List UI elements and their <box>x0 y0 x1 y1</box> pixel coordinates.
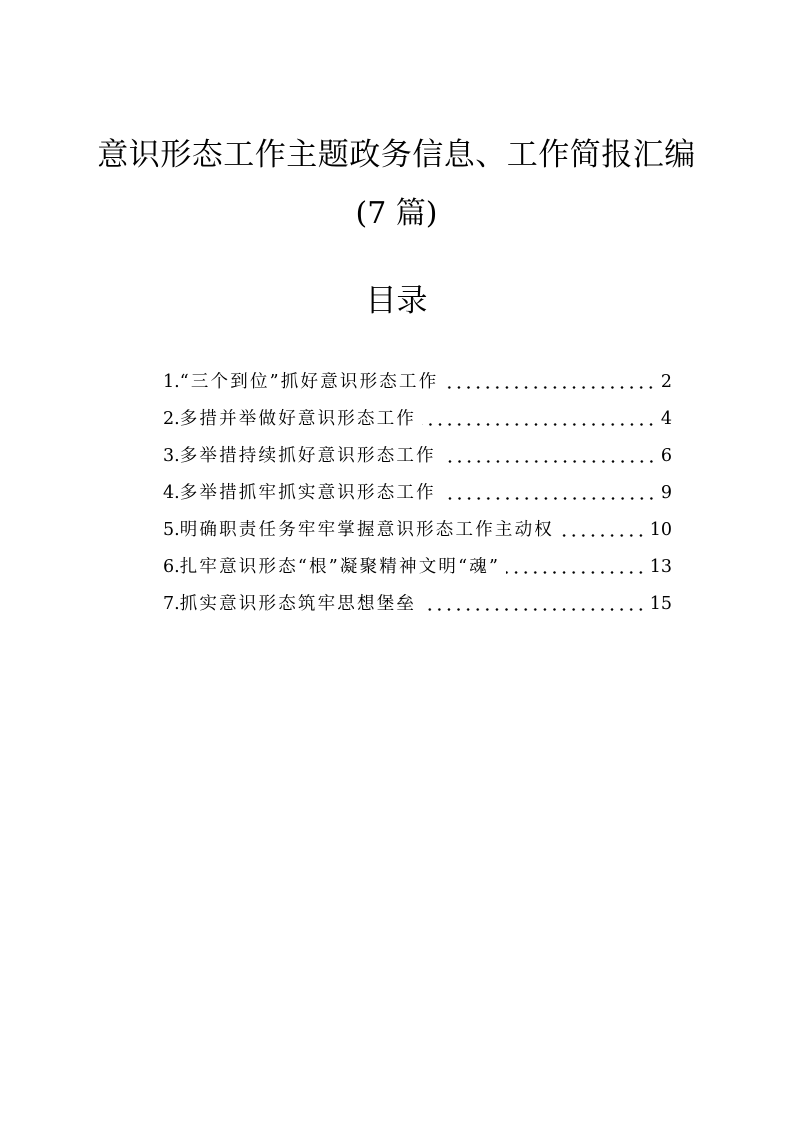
toc-entry-6[interactable] <box>163 549 672 586</box>
toc-dot-leader <box>422 410 656 430</box>
toc-heading: 目录 <box>365 283 428 319</box>
toc-dot-leader <box>442 484 656 504</box>
toc-entry-page-number: 2 <box>660 372 672 392</box>
toc-entry-7[interactable] <box>163 586 672 623</box>
toc-entry-page-number: 6 <box>660 446 672 466</box>
toc-dot-leader <box>442 447 656 467</box>
toc-entry-3[interactable] <box>163 438 672 475</box>
toc-entry-page-number: 13 <box>649 557 672 577</box>
toc-dot-leader <box>506 558 646 578</box>
toc-dot-leader <box>422 595 646 615</box>
toc-entry-number: 1. <box>163 372 180 392</box>
toc-entry-number: 3. <box>163 446 180 466</box>
toc-entry-4[interactable] <box>163 475 672 512</box>
toc-entry-2[interactable] <box>163 401 672 438</box>
toc-entry-title: 明确职责任务牢牢掌握意识形态工作主动权 <box>179 520 555 540</box>
table-of-contents <box>163 364 672 623</box>
toc-entry-page-number: 10 <box>649 520 672 540</box>
toc-dot-leader <box>444 373 656 393</box>
toc-entry-title: 抓实意识形态筑牢思想堡垒 <box>179 594 417 614</box>
toc-entry-page-number: 9 <box>660 483 672 503</box>
toc-entry-page-number: 4 <box>660 409 672 429</box>
toc-entry-number: 4. <box>163 483 180 503</box>
toc-entry-number: 7. <box>163 594 180 614</box>
toc-entry-page-number: 15 <box>649 594 672 614</box>
toc-entry-title: “三个到位”抓好意识形态工作 <box>179 372 439 392</box>
toc-entry-number: 2. <box>163 409 180 429</box>
toc-dot-leader <box>560 521 646 541</box>
toc-entry-number: 6. <box>163 557 180 577</box>
document-subtitle: (7 篇) <box>355 196 438 231</box>
toc-entry-title: 多措并举做好意识形态工作 <box>179 409 417 429</box>
toc-entry-number: 5. <box>163 520 180 540</box>
toc-entry-title: 扎牢意识形态“根”凝聚精神文明“魂” <box>179 557 501 577</box>
toc-entry-1[interactable] <box>163 364 672 401</box>
toc-entry-title: 多举措抓牢抓实意识形态工作 <box>179 483 436 503</box>
document-title: 意识形态工作主题政务信息、工作简报汇编 <box>97 137 696 173</box>
toc-entry-5[interactable] <box>163 512 672 549</box>
toc-entry-title: 多举措持续抓好意识形态工作 <box>179 446 436 466</box>
